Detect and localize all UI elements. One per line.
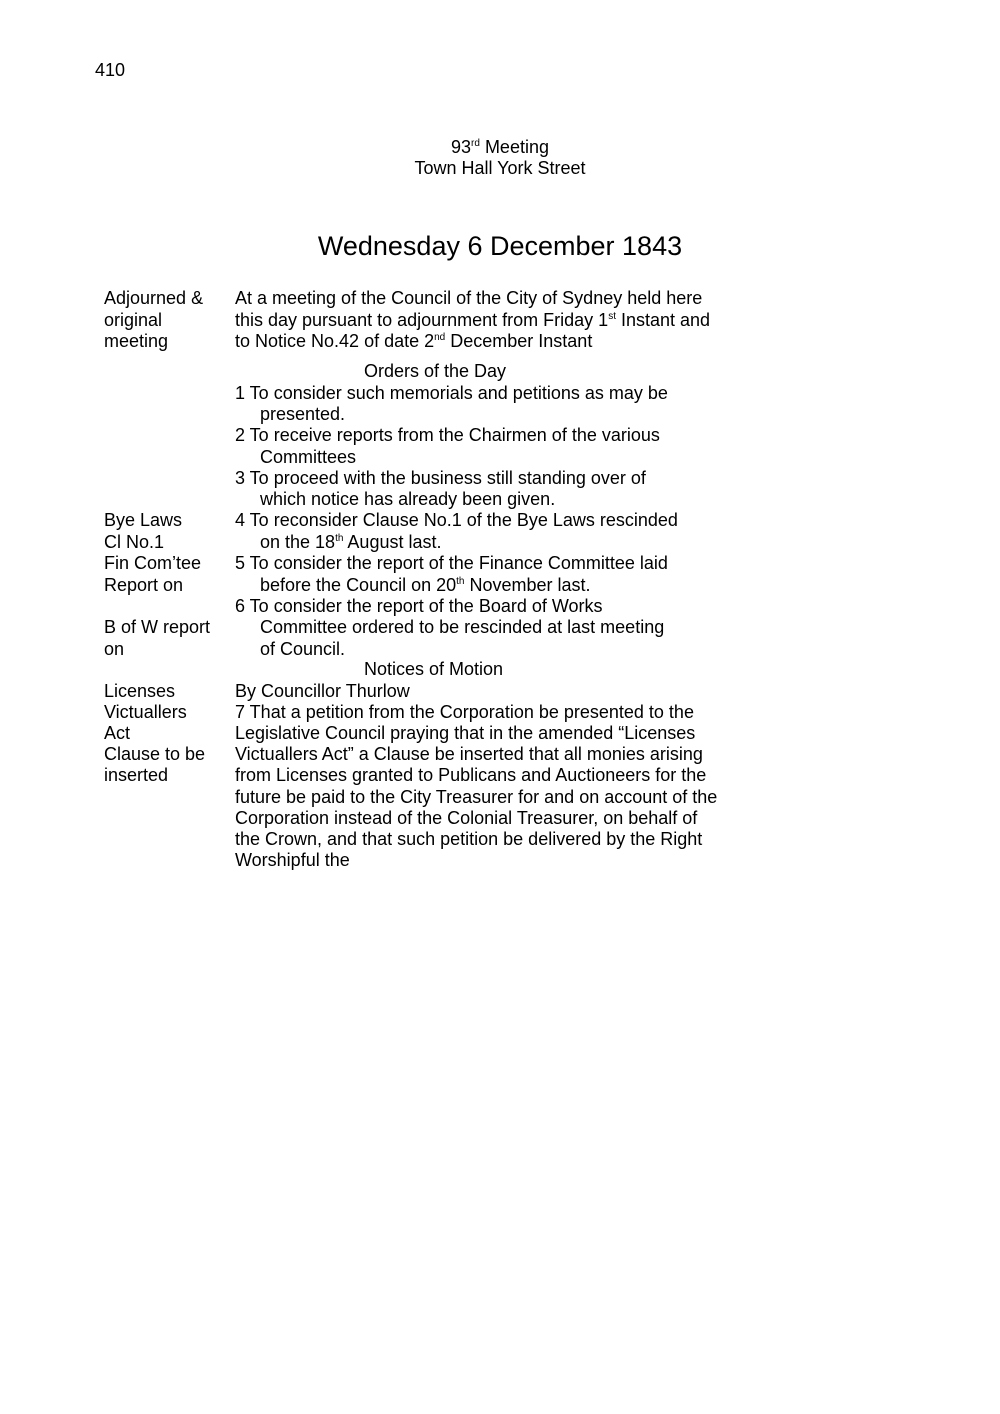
motion-line: 7 That a petition from the Corporation be presented to the [235, 702, 694, 722]
order-line: 1 To consider such memorials and petitions as may be [235, 382, 668, 403]
order-line: 4 To reconsider Clause No.1 of the Bye Laws rescinded [235, 510, 678, 530]
orders-heading: Orders of the Day [364, 361, 507, 381]
order-line: of Council. [260, 638, 346, 659]
page-number: 410 [95, 60, 126, 80]
order-line [260, 532, 441, 554]
meeting-label: Meeting [479, 137, 549, 157]
motion-line: the Crown, and that such petition be delivered by the Right [235, 829, 703, 849]
margin-note: Act [104, 723, 131, 743]
order-line: Committee ordered to be rescinded at last meeting [260, 617, 665, 637]
order-line: 6 To consider the report of the Board of Works [235, 596, 603, 616]
ordinal-suffix: th [335, 532, 344, 544]
ordinal-suffix: st [608, 310, 616, 322]
order-text: before the Council on 20 [260, 574, 457, 595]
intro-text: Instant and [615, 309, 711, 330]
margin-note: Fin Com’tee [104, 553, 202, 573]
page-title: Wednesday 6 December 1843 [317, 231, 683, 261]
motion-line: future be paid to the City Treasurer for and on account of the [235, 786, 718, 807]
motion-line: from Licenses granted to Publicans and Auctioneers for the [235, 765, 707, 785]
order-line: which notice has already been given. [260, 489, 556, 509]
order-text: November last. [464, 574, 591, 595]
ordinal-suffix: nd [434, 332, 446, 343]
margin-note: original [104, 309, 163, 330]
intro-line [235, 310, 710, 332]
order-line [260, 575, 591, 597]
motion-line: Victuallers Act” a Clause be inserted that all monies arising [235, 744, 703, 764]
order-line: presented. [260, 404, 346, 424]
meeting-number-value: 93 [451, 137, 472, 157]
meeting-location: Town Hall York Street [414, 158, 586, 178]
motion-line: Worshipful the [235, 850, 350, 870]
margin-note: Bye Laws [104, 510, 183, 530]
order-text: on the 18 [260, 531, 336, 552]
margin-note: meeting [104, 331, 169, 351]
order-line: 5 To consider the report of the Finance Committee laid [235, 553, 668, 573]
motion-line: Corporation instead of the Colonial Treasurer, on behalf of [235, 808, 698, 828]
margin-note: inserted [104, 765, 169, 785]
intro-line [235, 331, 592, 353]
order-line: 2 To receive reports from the Chairmen of the various [235, 425, 660, 445]
margin-note: Victuallers [104, 702, 187, 722]
ordinal-suffix: th [456, 575, 465, 587]
margin-note: B of W report [104, 617, 211, 637]
motion-line: Legislative Council praying that in the amended “Licenses [235, 723, 696, 743]
order-line: Committees [260, 446, 357, 467]
order-line: 3 To proceed with the business still standing over of [235, 468, 646, 488]
meeting-number-suffix: rd [471, 138, 480, 149]
intro-text: December Instant [445, 331, 593, 351]
margin-note: on [104, 638, 125, 659]
margin-note: Clause to be [104, 744, 206, 764]
margin-note: Adjourned & [104, 288, 204, 308]
margin-note: Cl No.1 [104, 531, 165, 552]
notices-heading: Notices of Motion [364, 659, 504, 679]
intro-text: to Notice No.42 of date 2 [235, 331, 435, 351]
margin-note: Report on [104, 574, 184, 595]
intro-line: At a meeting of the Council of the City of Sydney held here [235, 288, 703, 308]
motion-mover: By Councillor Thurlow [235, 681, 410, 701]
order-text: August last. [343, 531, 442, 552]
margin-note: Licenses [104, 681, 176, 701]
intro-text: this day pursuant to adjournment from Friday 1 [235, 309, 609, 330]
meeting-number [0, 137, 1000, 159]
